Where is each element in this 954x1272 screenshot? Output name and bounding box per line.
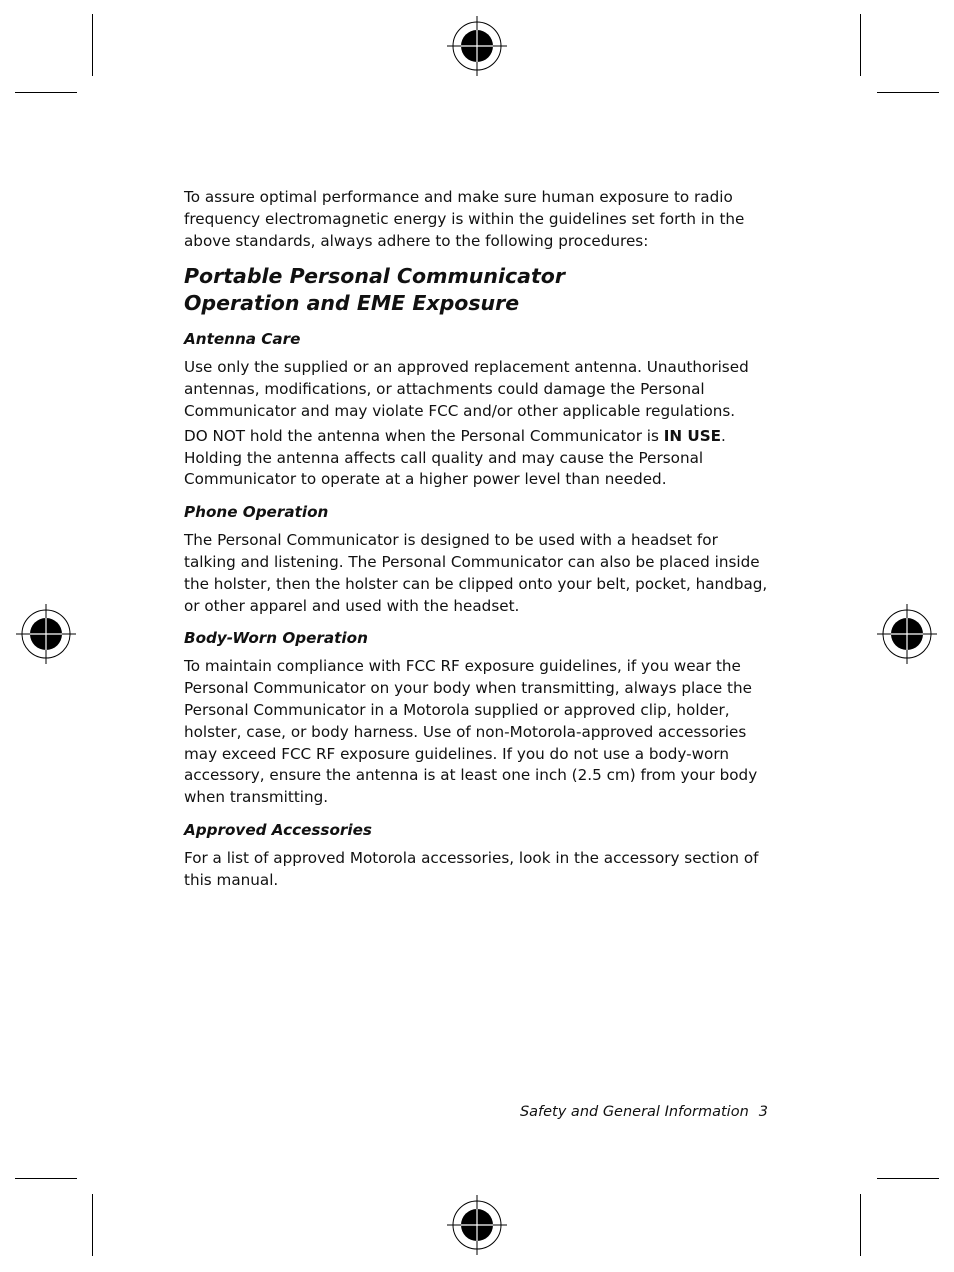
page-content xyxy=(184,187,774,903)
approved-accessories-heading: Approved Accessories xyxy=(184,820,372,839)
intro-paragraph: To assure optimal performance and make sure human exposure to radio frequency electromagnetic energy is within the guidelines set forth in the above standards, always adhere to the following procedures: xyxy=(184,188,745,250)
antenna-hold-text: DO NOT hold the antenna when the Personal Communicator is xyxy=(184,426,664,445)
registration-target-icon xyxy=(16,604,76,664)
in-use-emphasis: IN USE xyxy=(663,426,722,445)
crop-mark-icon xyxy=(877,1178,939,1179)
body-worn-heading: Body-Worn Operation xyxy=(184,629,368,648)
antenna-hold-paragraph xyxy=(184,426,774,491)
registration-target-icon xyxy=(447,1195,507,1255)
crop-mark-icon xyxy=(877,92,939,93)
antenna-care-section xyxy=(184,357,774,491)
page-number: 3 xyxy=(758,1104,768,1120)
phone-operation-section xyxy=(184,530,774,617)
section-heading: Portable Personal Communicator Operation and EME Exposure xyxy=(184,264,566,315)
approved-accessories-section xyxy=(184,848,774,892)
body-worn-paragraph: To maintain compliance with FCC RF exposure guidelines, if you wear the Personal Communicator on your body when transmitting, always place the Personal Communicator in a Motorola supplied or approved clip, holder, holster, case, or body harness. Use of non-Motorola-approved accessories may exceed FCC RF exposure guidelines. If you do not use a body-worn accessory, ensure the antenna is at least one inch (2.5 cm) from your body when transmitting. xyxy=(184,657,758,807)
antenna-hold-text-end: . Holding the antenna affects call quality and may cause the Personal Communicator to operate at a higher power level than needed. xyxy=(184,426,726,489)
footer-label: Safety and General Information xyxy=(519,1104,749,1120)
phone-operation-heading: Phone Operation xyxy=(184,503,329,522)
registration-target-icon xyxy=(447,16,507,76)
crop-mark-icon xyxy=(15,92,77,93)
crop-mark-icon xyxy=(860,1194,861,1256)
approved-accessories-paragraph: For a list of approved Motorola accessories, look in the accessory section of this manual. xyxy=(184,848,759,889)
crop-mark-icon xyxy=(92,14,93,76)
registration-target-icon xyxy=(877,604,937,664)
crop-mark-icon xyxy=(92,1194,93,1256)
body-worn-section xyxy=(184,656,774,809)
page-footer xyxy=(520,1102,768,1122)
antenna-care-heading: Antenna Care xyxy=(184,330,301,349)
antenna-care-paragraph: Use only the supplied or an approved replacement antenna. Unauthorised antennas, modifications, or attachments could damage the Personal Communicator and may violate FCC and/or other applicable regulations. xyxy=(184,358,749,420)
phone-operation-paragraph: The Personal Communicator is designed to be used with a headset for talking and listening. The Personal Communicator can also be placed inside the holster, then the holster can be clipped onto your belt, pocket, handbag, or other apparel and used with the headset. xyxy=(184,531,768,615)
crop-mark-icon xyxy=(860,14,861,76)
crop-mark-icon xyxy=(15,1178,77,1179)
